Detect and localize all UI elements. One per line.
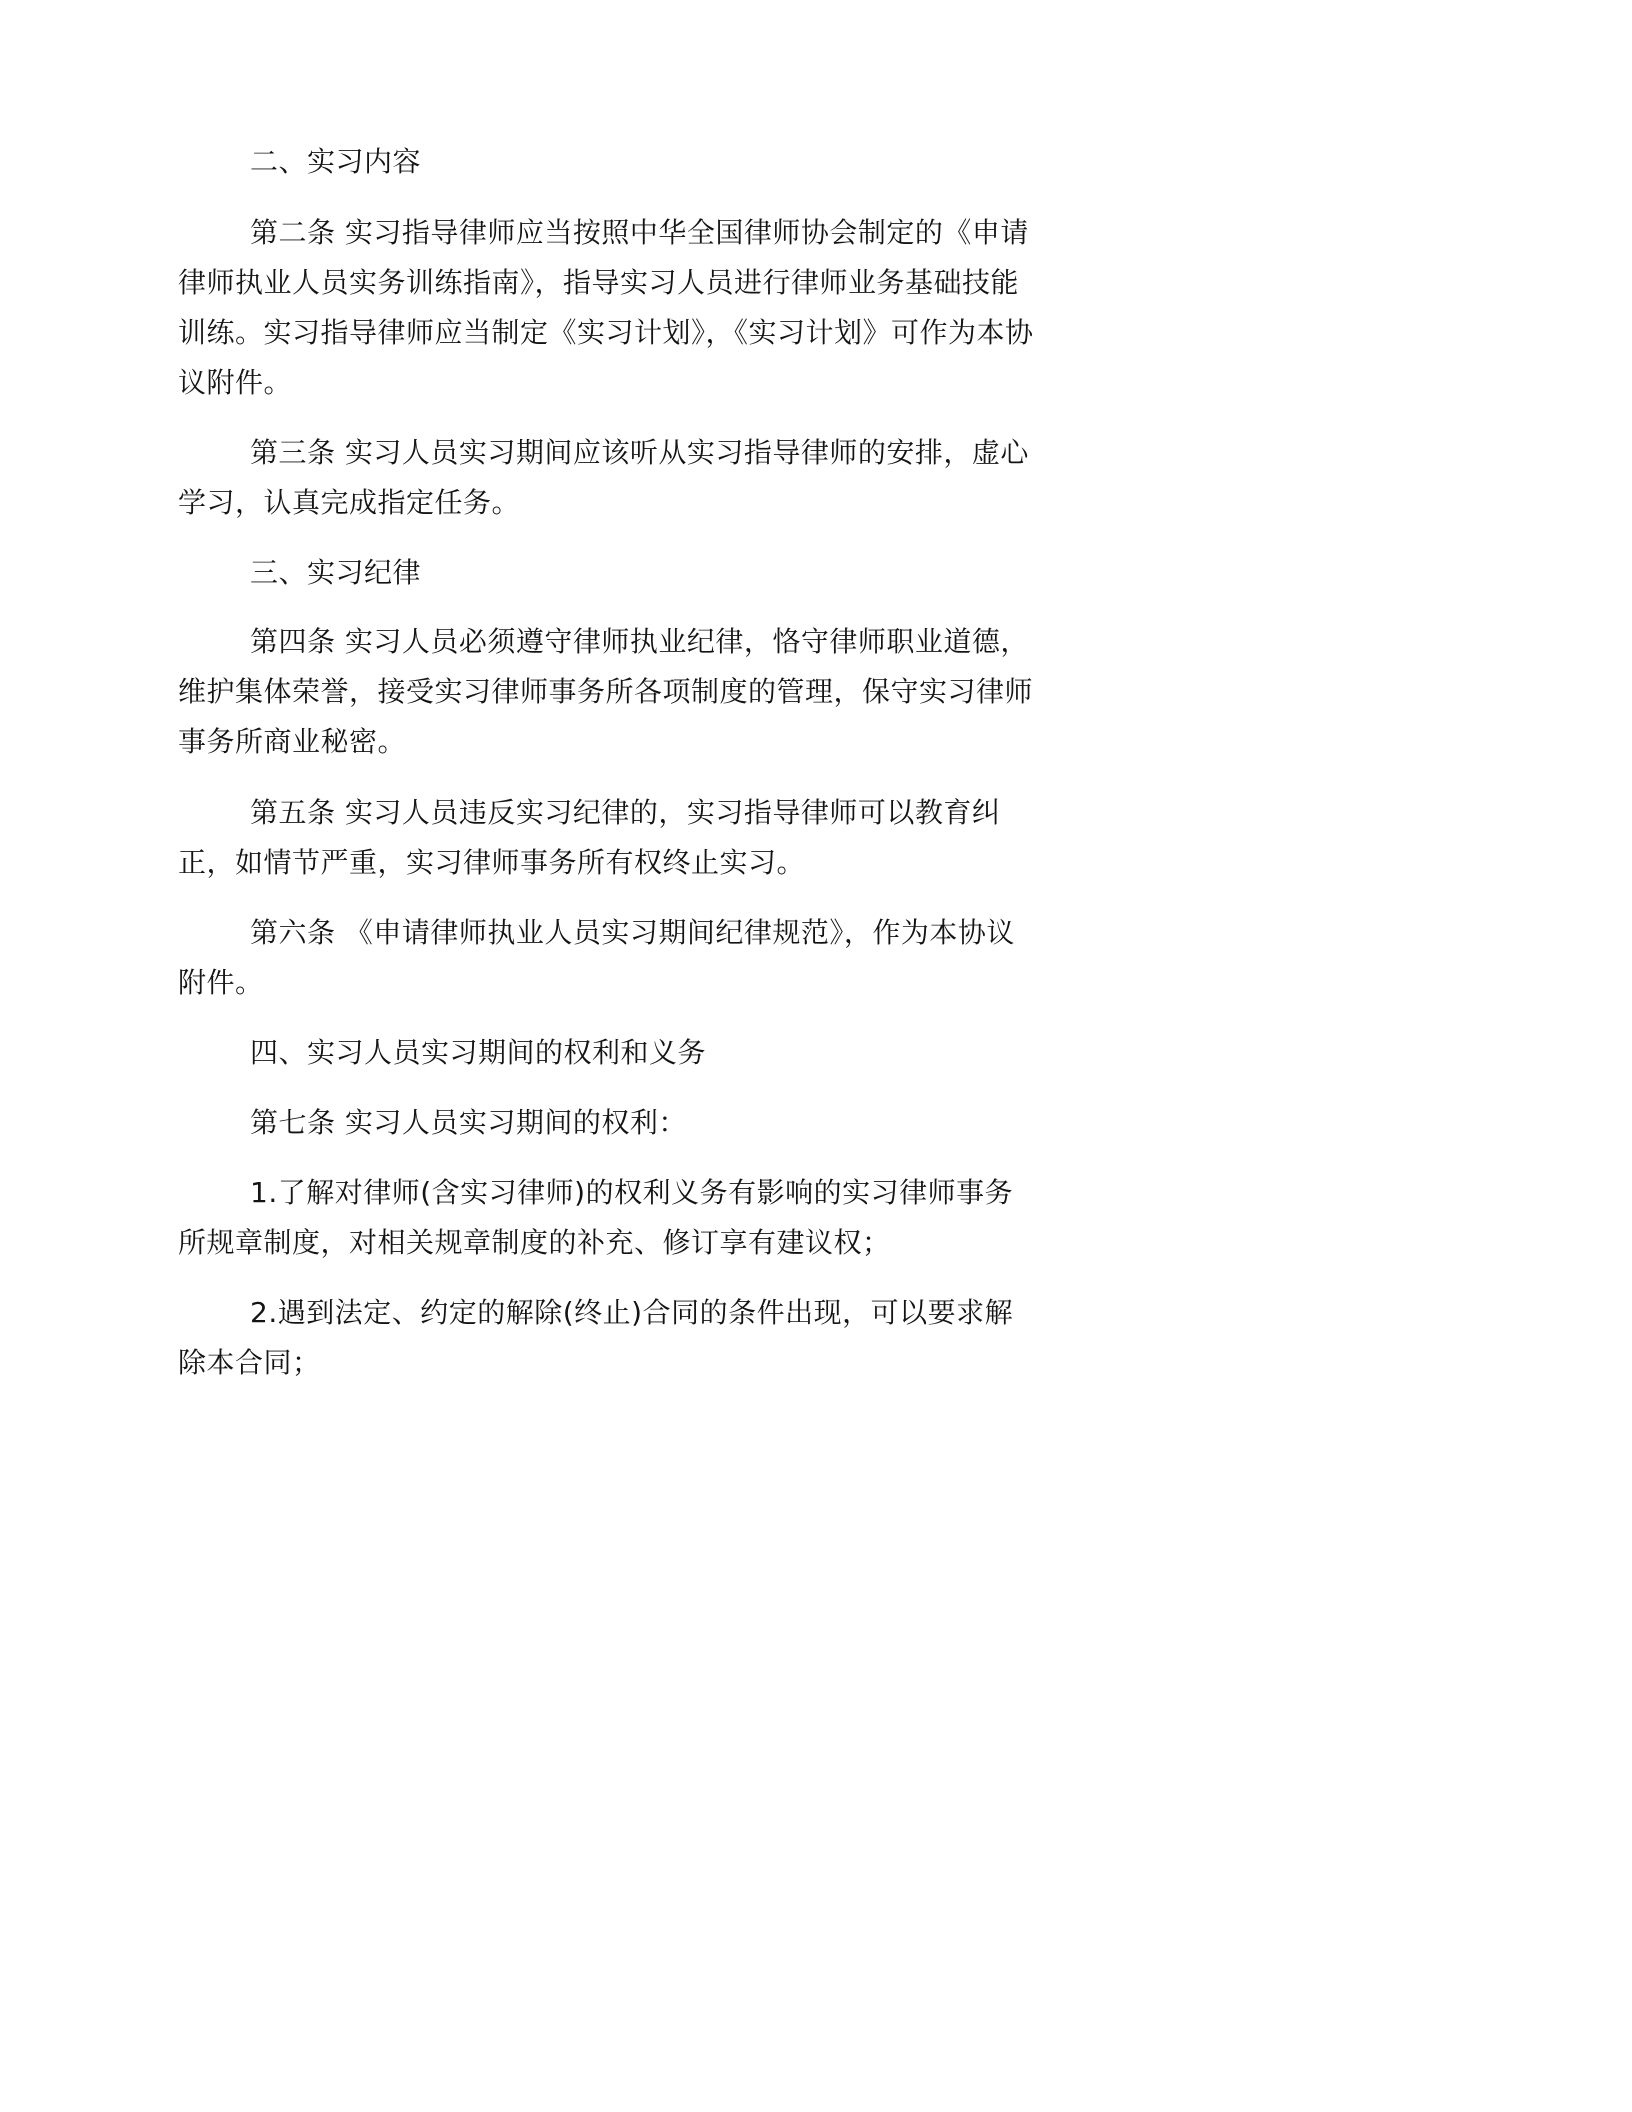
article-6-paragraph: 第六条 《申请律师执业人员实习期间纪律规范》，作为本协议附件。 (178, 916, 1015, 999)
article-2-paragraph: 第二条 实习指导律师应当按照中华全国律师协会制定的《申请律师执业人员实务训练指南》，指导实习人员进行律师业务基础技能训练。实习指导律师应当制定《实习计划》，《实习计划》可作为本协议附件。 (178, 216, 1034, 399)
section-2-heading: 二、实习内容 (250, 145, 422, 178)
article-7-item-2: 2.遇到法定、约定的解除(终止)合同的条件出现，可以要求解除本合同； (178, 1296, 1014, 1379)
article-4-paragraph: 第四条 实习人员必须遵守律师执业纪律，恪守律师职业道德，维护集体荣誉，接受实习律师事务所各项制度的管理，保守实习律师事务所商业秘密。 (178, 625, 1034, 758)
article-5-paragraph: 第五条 实习人员违反实习纪律的，实习指导律师可以教育纠正，如情节严重，实习律师事务所有权终止实习。 (178, 796, 1001, 879)
section-4-heading: 四、实习人员实习期间的权利和义务 (250, 1036, 707, 1069)
article-3-paragraph: 第三条 实习人员实习期间应该听从实习指导律师的安排，虚心学习，认真完成指定任务。 (178, 436, 1029, 519)
article-7-item-1: 1.了解对律师(含实习律师)的权利义务有影响的实习律师事务所规章制度，对相关规章制度的补充、修订享有建议权； (178, 1176, 1014, 1259)
section-3-heading: 三、实习纪律 (250, 556, 422, 589)
article-7-paragraph: 第七条 实习人员实习期间的权利： (250, 1106, 687, 1139)
